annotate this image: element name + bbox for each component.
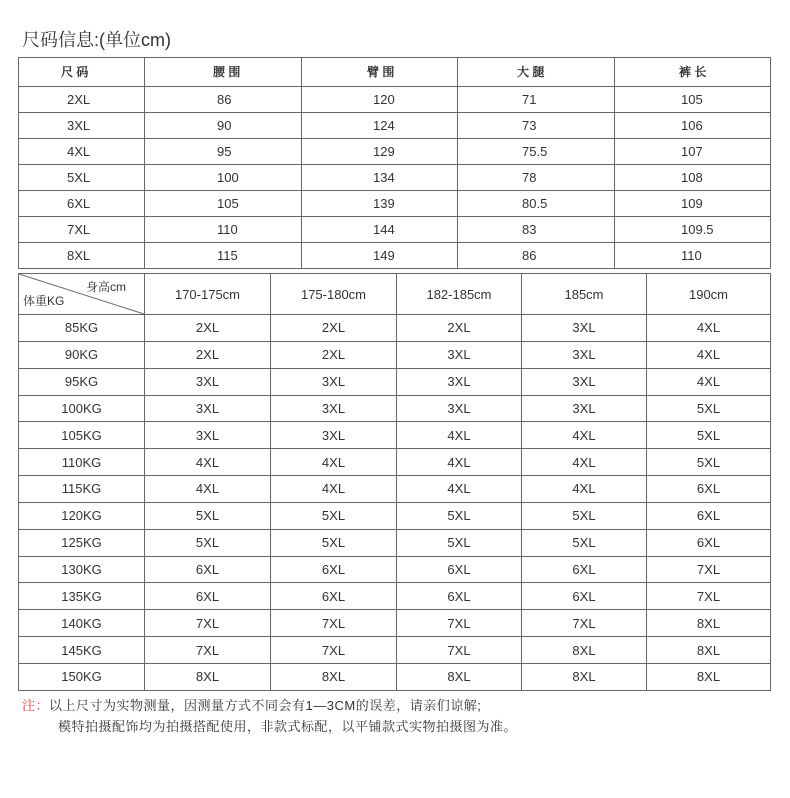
recommended-size-cell: 5XL	[145, 529, 271, 556]
measurement-row	[19, 191, 771, 217]
recommended-size-cell: 6XL	[522, 556, 647, 583]
arm-cell: 124	[302, 113, 458, 139]
recommended-size-cell: 3XL	[397, 395, 522, 422]
waist-cell: 100	[145, 165, 302, 191]
size-guide-row	[19, 395, 771, 422]
recommended-size-cell: 4XL	[647, 368, 771, 395]
measurement-table	[18, 57, 771, 269]
recommended-size-cell: 8XL	[271, 663, 397, 690]
recommended-size-cell: 5XL	[397, 502, 522, 529]
pants-length-cell: 110	[615, 243, 771, 269]
recommended-size-cell: 4XL	[647, 341, 771, 368]
weight-cell: 85KG	[19, 315, 145, 342]
size-cell: 3XL	[19, 113, 145, 139]
recommended-size-cell: 7XL	[271, 637, 397, 664]
note-line-1	[22, 698, 481, 714]
recommended-size-cell: 5XL	[522, 502, 647, 529]
recommended-size-cell: 5XL	[271, 529, 397, 556]
thigh-cell: 80.5	[458, 191, 615, 217]
recommended-size-cell: 7XL	[145, 637, 271, 664]
measurement-table-body	[19, 87, 771, 269]
note-line-2: 模特拍摄配饰均为拍摄搭配使用，非款式标配，以平铺款式实物拍摄图为准。	[58, 719, 518, 734]
pants-length-cell: 109	[615, 191, 771, 217]
recommended-size-cell: 7XL	[397, 610, 522, 637]
height-header: 182-185cm	[397, 274, 522, 315]
header-size: 尺 码	[19, 58, 145, 87]
size-guide-row	[19, 368, 771, 395]
waist-cell: 86	[145, 87, 302, 113]
size-guide-row	[19, 315, 771, 342]
waist-cell: 105	[145, 191, 302, 217]
weight-cell: 95KG	[19, 368, 145, 395]
weight-axis-label: 体重KG	[23, 294, 65, 308]
recommended-size-cell: 4XL	[522, 422, 647, 449]
recommended-size-cell: 2XL	[271, 315, 397, 342]
size-guide-table-body	[19, 315, 771, 691]
pants-length-cell: 108	[615, 165, 771, 191]
waist-cell: 90	[145, 113, 302, 139]
recommended-size-cell: 4XL	[145, 476, 271, 503]
recommended-size-cell: 7XL	[271, 610, 397, 637]
weight-cell: 140KG	[19, 610, 145, 637]
recommended-size-cell: 4XL	[397, 476, 522, 503]
waist-cell: 115	[145, 243, 302, 269]
recommended-size-cell: 4XL	[271, 476, 397, 503]
recommended-size-cell: 5XL	[647, 395, 771, 422]
recommended-size-cell: 6XL	[647, 476, 771, 503]
recommended-size-cell: 5XL	[522, 529, 647, 556]
weight-cell: 125KG	[19, 529, 145, 556]
thigh-cell: 75.5	[458, 139, 615, 165]
size-cell: 6XL	[19, 191, 145, 217]
arm-cell: 144	[302, 217, 458, 243]
weight-cell: 120KG	[19, 502, 145, 529]
note-text-1: 以上尺寸为实物测量，因测量方式不同会有1—3CM的误差，请亲们谅解;	[49, 698, 482, 713]
thigh-cell: 86	[458, 243, 615, 269]
size-guide-row	[19, 449, 771, 476]
recommended-size-cell: 4XL	[522, 476, 647, 503]
measurement-header-row	[19, 58, 771, 87]
size-cell: 7XL	[19, 217, 145, 243]
weight-cell: 110KG	[19, 449, 145, 476]
height-header: 185cm	[522, 274, 647, 315]
weight-cell: 130KG	[19, 556, 145, 583]
recommended-size-cell: 6XL	[522, 583, 647, 610]
header-pants-length: 裤 长	[615, 58, 771, 87]
recommended-size-cell: 2XL	[145, 315, 271, 342]
header-waist: 腰 围	[145, 58, 302, 87]
pants-length-cell: 105	[615, 87, 771, 113]
arm-cell: 139	[302, 191, 458, 217]
thigh-cell: 73	[458, 113, 615, 139]
size-guide-table	[18, 273, 771, 691]
recommended-size-cell: 3XL	[145, 395, 271, 422]
weight-cell: 105KG	[19, 422, 145, 449]
header-thigh: 大 腿	[458, 58, 615, 87]
recommended-size-cell: 3XL	[397, 368, 522, 395]
height-header: 190cm	[647, 274, 771, 315]
size-guide-row	[19, 583, 771, 610]
recommended-size-cell: 8XL	[145, 663, 271, 690]
weight-cell: 145KG	[19, 637, 145, 664]
recommended-size-cell: 3XL	[271, 395, 397, 422]
corner-header-cell	[19, 274, 145, 315]
pants-length-cell: 107	[615, 139, 771, 165]
recommended-size-cell: 3XL	[522, 341, 647, 368]
recommended-size-cell: 6XL	[647, 529, 771, 556]
recommended-size-cell: 8XL	[522, 637, 647, 664]
recommended-size-cell: 2XL	[145, 341, 271, 368]
recommended-size-cell: 2XL	[397, 315, 522, 342]
recommended-size-cell: 3XL	[271, 422, 397, 449]
recommended-size-cell: 5XL	[397, 529, 522, 556]
arm-cell: 134	[302, 165, 458, 191]
waist-cell: 95	[145, 139, 302, 165]
recommended-size-cell: 4XL	[647, 315, 771, 342]
recommended-size-cell: 7XL	[647, 556, 771, 583]
page-title: 尺码信息:(单位cm)	[22, 30, 171, 50]
recommended-size-cell: 4XL	[145, 449, 271, 476]
recommended-size-cell: 4XL	[397, 449, 522, 476]
recommended-size-cell: 5XL	[647, 422, 771, 449]
recommended-size-cell: 7XL	[145, 610, 271, 637]
recommended-size-cell: 3XL	[397, 341, 522, 368]
size-cell: 8XL	[19, 243, 145, 269]
recommended-size-cell: 7XL	[647, 583, 771, 610]
weight-cell: 115KG	[19, 476, 145, 503]
height-axis-label: 身高cm	[86, 280, 126, 294]
recommended-size-cell: 8XL	[647, 663, 771, 690]
header-arm: 臂 围	[302, 58, 458, 87]
recommended-size-cell: 3XL	[145, 422, 271, 449]
weight-cell: 135KG	[19, 583, 145, 610]
recommended-size-cell: 8XL	[647, 610, 771, 637]
weight-cell: 90KG	[19, 341, 145, 368]
pants-length-cell: 106	[615, 113, 771, 139]
thigh-cell: 83	[458, 217, 615, 243]
weight-cell: 150KG	[19, 663, 145, 690]
recommended-size-cell: 3XL	[522, 315, 647, 342]
measurement-row	[19, 165, 771, 191]
recommended-size-cell: 7XL	[397, 637, 522, 664]
thigh-cell: 78	[458, 165, 615, 191]
arm-cell: 129	[302, 139, 458, 165]
measurement-row	[19, 243, 771, 269]
size-cell: 4XL	[19, 139, 145, 165]
note-prefix: 注：	[22, 698, 50, 713]
size-guide-row	[19, 637, 771, 664]
recommended-size-cell: 6XL	[145, 583, 271, 610]
recommended-size-cell: 6XL	[271, 556, 397, 583]
recommended-size-cell: 8XL	[647, 637, 771, 664]
recommended-size-cell: 8XL	[397, 663, 522, 690]
recommended-size-cell: 5XL	[145, 502, 271, 529]
recommended-size-cell: 4XL	[522, 449, 647, 476]
recommended-size-cell: 6XL	[397, 583, 522, 610]
recommended-size-cell: 3XL	[271, 368, 397, 395]
recommended-size-cell: 3XL	[522, 395, 647, 422]
recommended-size-cell: 4XL	[271, 449, 397, 476]
thigh-cell: 71	[458, 87, 615, 113]
size-guide-row	[19, 341, 771, 368]
recommended-size-cell: 6XL	[271, 583, 397, 610]
recommended-size-cell: 5XL	[271, 502, 397, 529]
height-header: 175-180cm	[271, 274, 397, 315]
measurement-row	[19, 139, 771, 165]
recommended-size-cell: 6XL	[647, 502, 771, 529]
measurement-row	[19, 87, 771, 113]
recommended-size-cell: 6XL	[145, 556, 271, 583]
recommended-size-cell: 3XL	[522, 368, 647, 395]
measurement-row	[19, 113, 771, 139]
size-cell: 2XL	[19, 87, 145, 113]
size-guide-row	[19, 556, 771, 583]
arm-cell: 120	[302, 87, 458, 113]
size-guide-row	[19, 502, 771, 529]
recommended-size-cell: 6XL	[397, 556, 522, 583]
size-guide-row	[19, 422, 771, 449]
size-guide-row	[19, 476, 771, 503]
measurement-row	[19, 217, 771, 243]
recommended-size-cell: 4XL	[397, 422, 522, 449]
pants-length-cell: 109.5	[615, 217, 771, 243]
recommended-size-cell: 2XL	[271, 341, 397, 368]
size-guide-header-row	[19, 274, 771, 315]
size-guide-row	[19, 663, 771, 690]
height-header: 170-175cm	[145, 274, 271, 315]
waist-cell: 110	[145, 217, 302, 243]
recommended-size-cell: 3XL	[145, 368, 271, 395]
arm-cell: 149	[302, 243, 458, 269]
size-cell: 5XL	[19, 165, 145, 191]
size-guide-row	[19, 529, 771, 556]
size-guide-row	[19, 610, 771, 637]
weight-cell: 100KG	[19, 395, 145, 422]
recommended-size-cell: 7XL	[522, 610, 647, 637]
recommended-size-cell: 5XL	[647, 449, 771, 476]
recommended-size-cell: 8XL	[522, 663, 647, 690]
